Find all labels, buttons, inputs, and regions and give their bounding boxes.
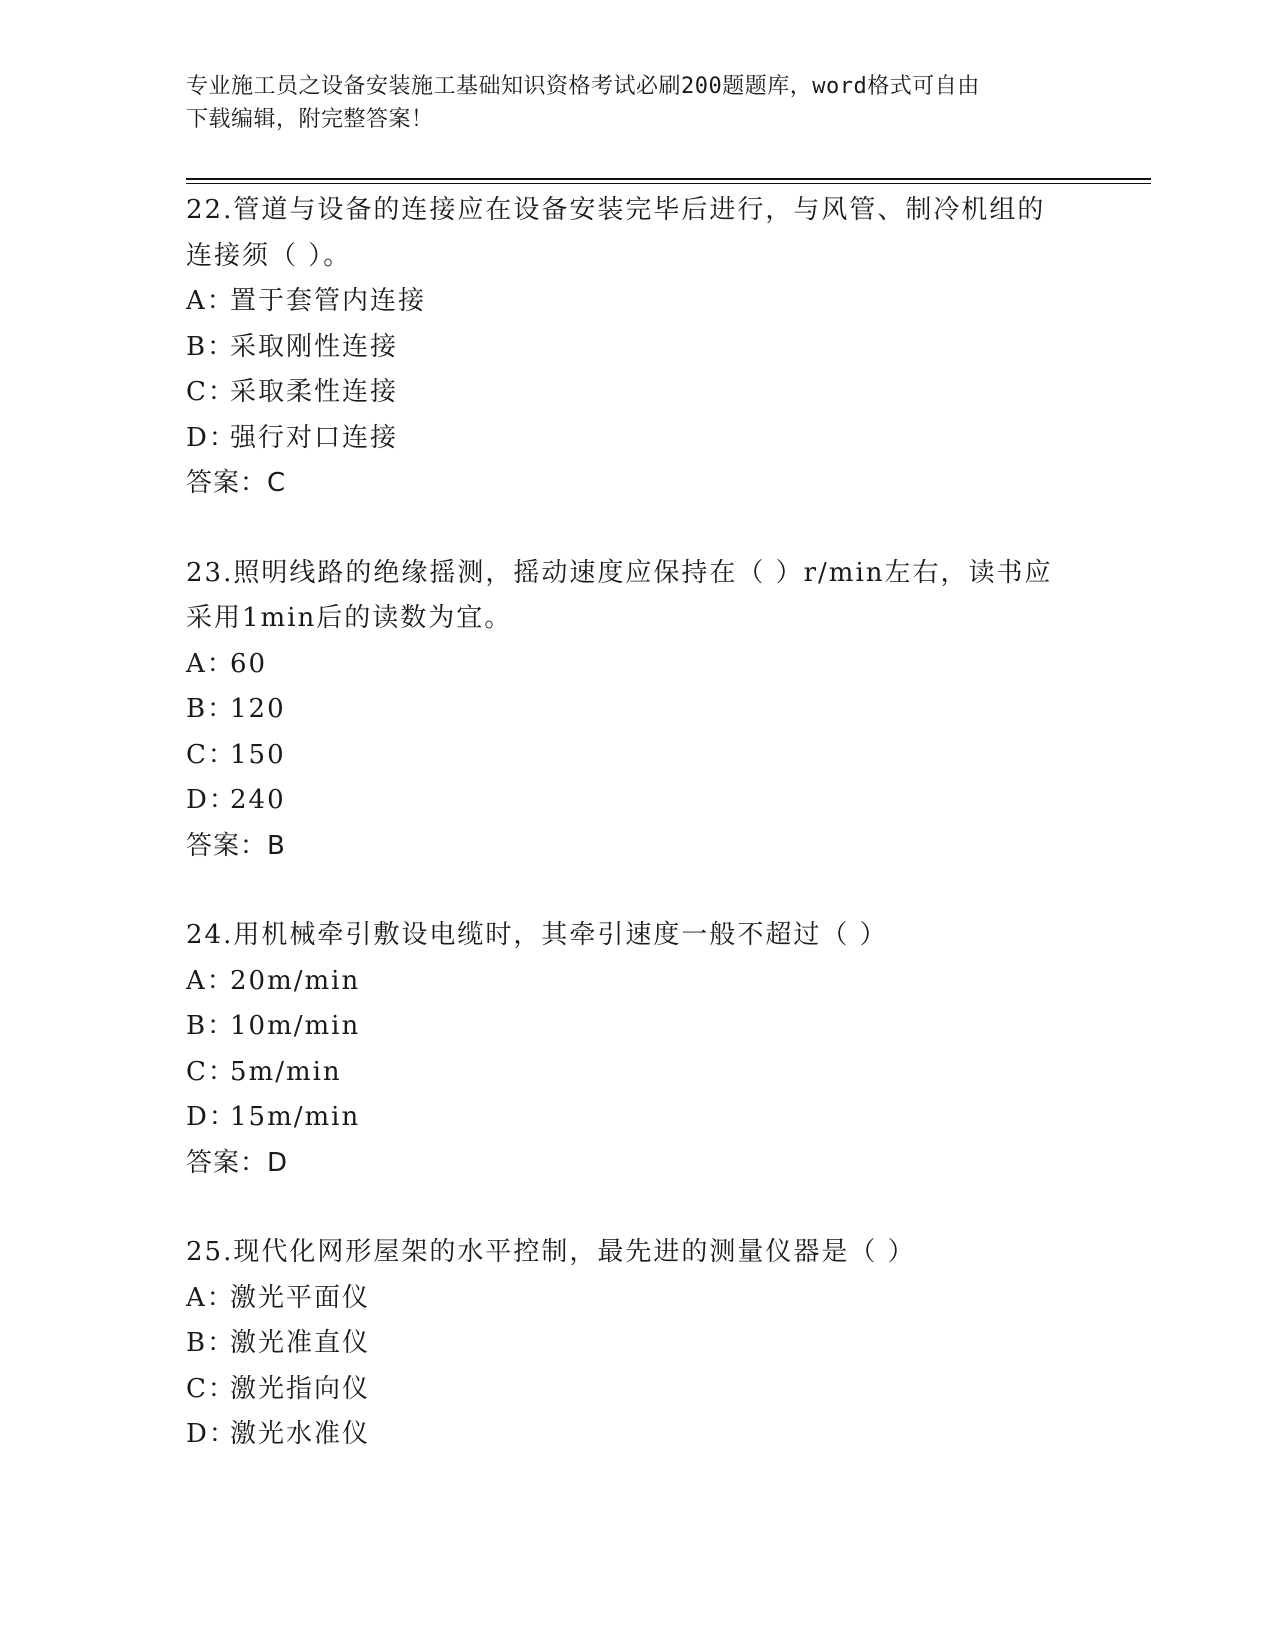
option-key: C： <box>186 1056 236 1087</box>
option-a <box>186 642 1086 688</box>
question-list <box>186 188 1086 1502</box>
header-line-2: 下载编辑，附完整答案！ <box>186 107 434 132</box>
option-key: D： <box>186 422 237 453</box>
answer-label: 答案：D <box>186 1147 289 1178</box>
option-b <box>186 687 1086 733</box>
option-text: 5m/min <box>230 1056 342 1087</box>
question-stem-line-2: 采用1min后的读数为宜。 <box>186 603 513 633</box>
option-b <box>186 325 1086 371</box>
document-header <box>186 70 1066 136</box>
question-stem <box>186 913 1086 959</box>
option-text: 激光水准仪 <box>230 1419 371 1449</box>
question-23 <box>186 551 1086 870</box>
option-key: D： <box>186 1419 237 1449</box>
option-text: 20m/min <box>230 965 361 996</box>
option-key: B： <box>186 331 236 362</box>
question-stem-line-1: 22.管道与设备的连接应在设备安装完毕后进行，与风管、制冷机组的 <box>186 195 1046 225</box>
header-line-1: 专业施工员之设备安装施工基础知识资格考试必刷200题题库，word格式可自由 <box>186 74 980 99</box>
option-b <box>186 1004 1086 1050</box>
question-22 <box>186 188 1086 507</box>
option-c <box>186 1367 1086 1413</box>
question-25 <box>186 1230 1086 1458</box>
option-key: A： <box>186 286 235 316</box>
question-stem <box>186 1230 1086 1276</box>
option-c <box>186 733 1086 779</box>
option-text: 60 <box>230 648 268 679</box>
option-d <box>186 416 1086 462</box>
option-key: C： <box>186 739 236 770</box>
option-text: 激光指向仪 <box>230 1373 371 1404</box>
option-text: 10m/min <box>230 1011 361 1041</box>
option-key: B： <box>186 1328 236 1358</box>
option-key: B： <box>186 1011 236 1041</box>
option-key: C： <box>186 1373 236 1404</box>
option-text: 150 <box>230 739 286 770</box>
option-key: D： <box>186 785 237 815</box>
question-stem <box>186 188 1086 279</box>
answer-label: 答案：B <box>186 830 286 861</box>
question-stem-line-1: 23.照明线路的绝缘摇测，摇动速度应保持在（ ）r/min左右，读书应 <box>186 557 1053 588</box>
question-stem <box>186 551 1086 642</box>
option-key: B： <box>186 694 236 724</box>
option-c <box>186 370 1086 416</box>
option-key: D： <box>186 1102 237 1132</box>
option-c <box>186 1050 1086 1096</box>
option-text: 240 <box>230 785 286 815</box>
option-text: 采取柔性连接 <box>230 377 399 407</box>
option-b <box>186 1321 1086 1367</box>
option-key: C： <box>186 377 236 407</box>
question-stem-line-1: 24.用机械牵引敷设电缆时，其牵引速度一般不超过（ ） <box>186 920 888 950</box>
header-divider-thin <box>186 183 1151 184</box>
option-text: 置于套管内连接 <box>230 286 427 316</box>
option-d <box>186 1412 1086 1458</box>
option-text: 采取刚性连接 <box>230 331 399 362</box>
question-stem-line-1: 25.现代化网形屋架的水平控制，最先进的测量仪器是（ ） <box>186 1237 916 1267</box>
option-a <box>186 959 1086 1005</box>
answer-label: 答案：C <box>186 468 287 498</box>
option-key: A： <box>186 965 235 996</box>
header-divider-thick <box>186 178 1151 180</box>
option-text: 强行对口连接 <box>230 422 399 453</box>
option-a <box>186 279 1086 325</box>
option-text: 120 <box>230 694 286 724</box>
option-text: 激光准直仪 <box>230 1328 371 1358</box>
option-d <box>186 1095 1086 1141</box>
option-key: A： <box>186 648 235 679</box>
option-text: 激光平面仪 <box>230 1282 371 1313</box>
option-d <box>186 778 1086 824</box>
question-24 <box>186 913 1086 1186</box>
question-stem-line-2: 连接须（ ）。 <box>186 240 352 271</box>
option-a <box>186 1276 1086 1322</box>
option-key: A： <box>186 1282 235 1313</box>
option-text: 15m/min <box>230 1102 361 1132</box>
